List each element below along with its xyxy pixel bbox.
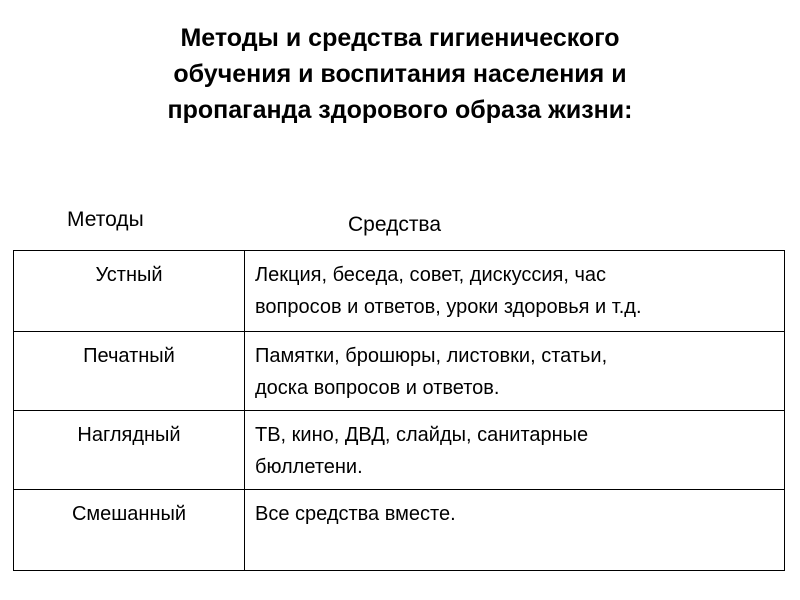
method-cell: Печатный <box>14 332 245 411</box>
method-cell: Устный <box>14 251 245 332</box>
means-column-header: Средства <box>348 213 442 236</box>
means-line: доска вопросов и ответов. <box>255 377 500 399</box>
title-line-2: обучения и воспитания населения и <box>173 60 627 88</box>
means-line: Все средства вместе. <box>255 503 456 525</box>
means-line: бюллетени. <box>255 456 363 478</box>
table-row <box>14 332 785 411</box>
means-cell <box>245 411 785 490</box>
methods-table <box>13 250 785 571</box>
table-row <box>14 490 785 571</box>
table-row <box>14 251 785 332</box>
means-line: Лекция, беседа, совет, дискуссия, час <box>255 264 607 286</box>
means-line: вопросов и ответов, уроки здоровья и т.д. <box>255 296 642 318</box>
means-cell <box>245 490 785 571</box>
title-line-3: пропаганда здорового образа жизни: <box>167 96 633 124</box>
slide-title <box>40 20 760 128</box>
means-cell <box>245 332 785 411</box>
methods-column-header: Методы <box>67 208 144 231</box>
means-line: ТВ, кино, ДВД, слайды, санитарные <box>255 424 589 446</box>
method-cell: Наглядный <box>14 411 245 490</box>
means-line: Памятки, брошюры, листовки, статьи, <box>255 345 608 367</box>
method-cell: Смешанный <box>14 490 245 571</box>
table-row <box>14 411 785 490</box>
means-cell <box>245 251 785 332</box>
title-line-1: Методы и средства гигиенического <box>180 24 620 52</box>
